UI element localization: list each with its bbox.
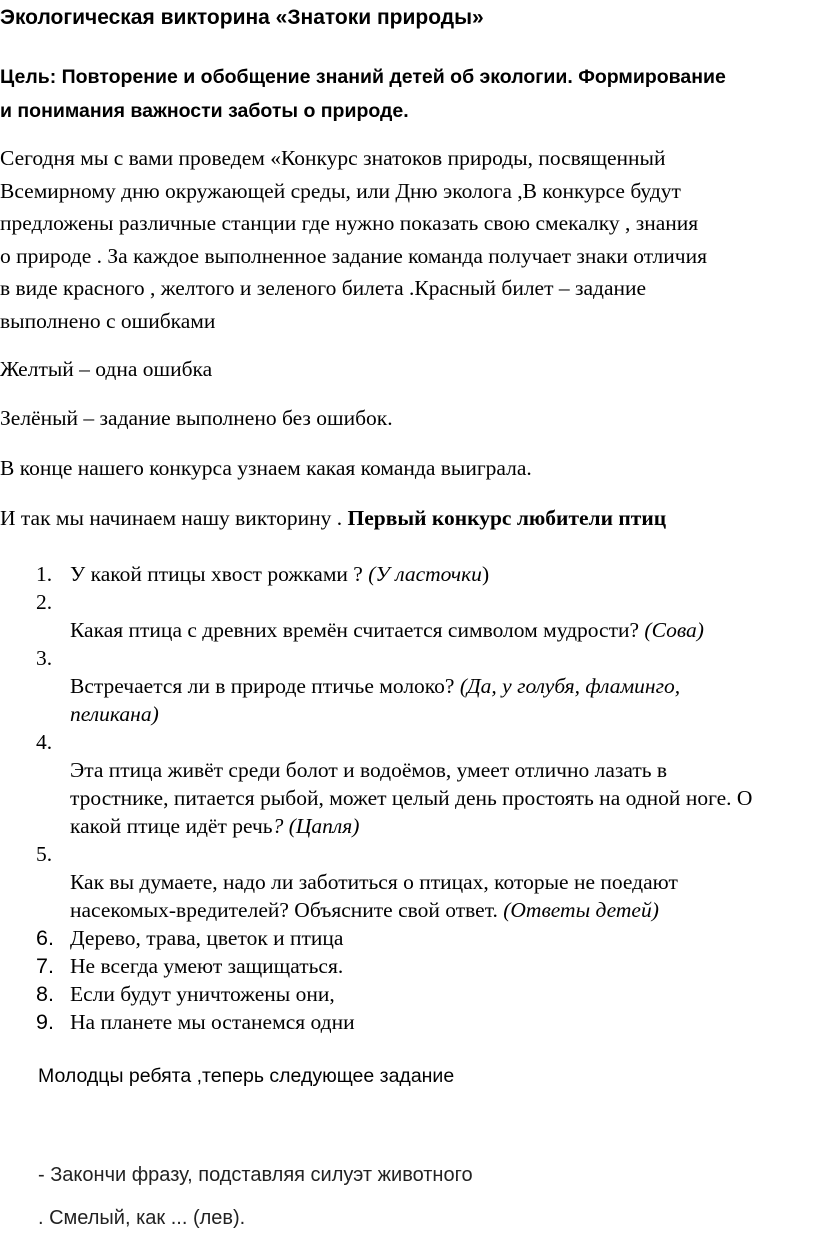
question-text: Какая птица с древних времён считается символом мудрости? xyxy=(70,618,645,642)
intro-line: о природе . За каждое выполненное задание команда получает знаки отличия xyxy=(0,243,708,268)
question-tail: ) xyxy=(481,562,490,586)
yellow-ticket-text: Желтый – одна ошибка xyxy=(0,357,213,381)
item-number: 4. xyxy=(36,730,53,754)
question-list xyxy=(0,560,816,1036)
question-answer: ? (Цапля) xyxy=(272,814,360,838)
end-text: В конце нашего конкурса узнаем какая команда выиграла. xyxy=(0,456,532,480)
question-answer: (Сова) xyxy=(644,618,704,642)
well-done-text: Молодцы ребята ,теперь следующее задание xyxy=(38,1065,455,1087)
first-contest-heading: Первый конкурс любители птиц xyxy=(347,506,667,530)
list-item xyxy=(0,588,816,644)
item-number: 7. xyxy=(36,954,54,978)
next-task-text: - Закончи фразу, подставляя силуэт животного xyxy=(38,1164,473,1186)
poem-text: На планете мы останемся одни xyxy=(70,1010,355,1034)
item-number: 5. xyxy=(36,842,53,866)
goal-section xyxy=(0,60,816,128)
example-phrase: . Смелый, как ... (лев). xyxy=(38,1207,246,1229)
poem-text: Дерево, трава, цветок и птица xyxy=(70,926,344,950)
question-text: Как вы думаете, надо ли заботиться о птицах, которые не поедают насекомых-вредителей? Объясните свой ответ. xyxy=(70,870,678,922)
list-item xyxy=(0,560,816,588)
item-number: 6. xyxy=(36,926,54,950)
question-text: Эта птица живёт среди болот и водоёмов, умеет отлично лазать в тростнике, питается рыбой, может целый день простоять на одной ноге. О какой птице идёт речь xyxy=(70,758,753,838)
goal-line: Цель: Повторение и обобщение знаний детей об экологии. Формирование xyxy=(0,66,726,88)
list-item xyxy=(0,644,816,728)
start-text: И так мы начинаем нашу викторину . xyxy=(0,506,348,530)
poem-line xyxy=(0,980,816,1008)
intro-line: предложены различные станции где нужно показать свою смекалку , знания xyxy=(0,211,699,235)
poem-text: Не всегда умеют защищаться. xyxy=(70,954,344,978)
question-answer: (У ласточки xyxy=(368,562,482,586)
poem-line xyxy=(0,1008,816,1036)
intro-line: Сегодня мы с вами проведем «Конкурс знатоков природы, посвященный xyxy=(0,146,666,170)
item-number: 2. xyxy=(36,590,53,614)
poem-line xyxy=(0,952,816,980)
intro-line: в виде красного , желтого и зеленого билета .Красный билет – задание xyxy=(0,276,647,300)
question-answer: (Ответы детей) xyxy=(503,898,659,922)
item-number: 3. xyxy=(36,646,53,670)
item-number: 8. xyxy=(36,982,54,1006)
question-answer: (Да, у голубя, фламинго, пеликана) xyxy=(70,674,681,726)
page-title: Экологическая викторина «Знатоки природы» xyxy=(0,6,484,29)
poem-line xyxy=(0,924,816,952)
goal-line: и понимания важности заботы о природе. xyxy=(0,100,409,122)
green-ticket-text: Зелёный – задание выполнено без ошибок. xyxy=(0,406,393,430)
item-number: 9. xyxy=(36,1010,54,1034)
item-number: 1. xyxy=(36,562,53,586)
start-line xyxy=(0,503,666,533)
question-text: Встречается ли в природе птичье молоко? xyxy=(70,674,460,698)
list-item xyxy=(0,840,816,924)
question-text: У какой птицы хвост рожками ? xyxy=(70,562,369,586)
list-item xyxy=(0,728,816,840)
intro-paragraph xyxy=(0,142,816,337)
intro-line: Всемирному дню окружающей среды, или Дню эколога ,В конкурсе будут xyxy=(0,178,681,203)
intro-line: выполнено с ошибками xyxy=(0,308,216,333)
poem-text: Если будут уничтожены они, xyxy=(70,982,335,1006)
